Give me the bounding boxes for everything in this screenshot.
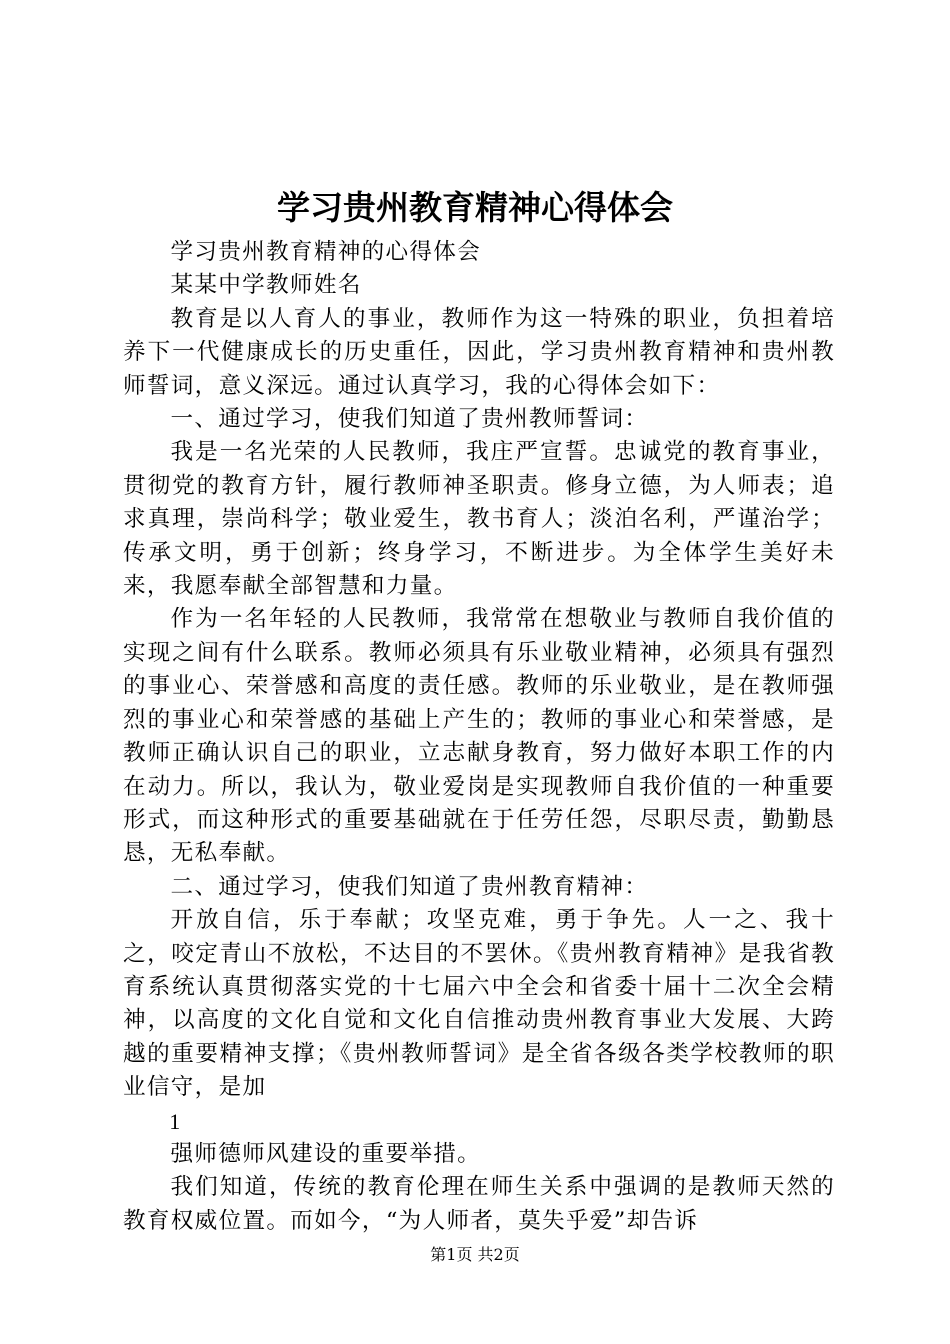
inline-page-number: 1 — [169, 1108, 182, 1134]
page-footer: 第1页 共2页 — [430, 1245, 520, 1264]
paragraph-intro: 教育是以人育人的事业，教师作为这一特殊的职业，负担着培养下一代健康成长的历史重任，因此，学习贵州教育精神和贵州教师誓词，意义深远。通过认真学习，我的心得体会如下： — [123, 305, 835, 399]
paragraph-spirit: 开放自信，乐于奉献；攻坚克难，勇于争先。人一之、我十之，咬定青山不放松，不达目的不罢休。《贵州教育精神》是我省教育系统认真贯彻落实党的十七届六中全会和省委十届十二次全会精神，以高度的文化自觉和文化自信推动贵州教育事业大发展、大跨越的重要精神支撑；《贵州教师誓词》是全省各级各类学校教师的职业信守，是加 — [123, 907, 835, 1101]
paragraph-oath: 我是一名光荣的人民教师，我庄严宣誓。忠诚党的教育事业，贯彻党的教育方针，履行教师神圣职责。修身立德，为人师表；追求真理，崇尚科学；敬业爱生，教书育人；淡泊名利，严谨治学；传承文明，勇于创新；终身学习，不断进步。为全体学生美好未来，我愿奉献全部智慧和力量。 — [123, 439, 835, 600]
document-body — [123, 236, 835, 1238]
paragraph-author: 某某中学教师姓名 — [170, 272, 362, 299]
paragraph-reflection: 作为一名年轻的人民教师，我常常在想敬业与教师自我价值的实现之间有什么联系。教师必须具有乐业敬业精神，必须具有强烈的事业心、荣誉感和高度的责任感。教师的乐业敬业，是在教师强烈的事业心和荣誉感的基础上产生的；教师的事业心和荣誉感，是教师正确认识自己的职业，立志献身教育，努力做好本职工作的内在动力。所以，我认为，敬业爱岗是实现教师自我价值的一种重要形式，而这种形式的重要基础就在于任劳任怨，尽职尽责，勤勤恳恳，无私奉献。 — [123, 606, 835, 867]
paragraph-heading-two: 二、通过学习，使我们知道了贵州教育精神： — [170, 873, 649, 900]
document-title: 学习贵州教育精神心得体会 — [277, 188, 673, 227]
paragraph-continuation: 强师德师风建设的重要举措。 — [170, 1140, 482, 1167]
paragraph-subtitle: 学习贵州教育精神的心得体会 — [170, 239, 482, 265]
paragraph-ethics: 我们知道，传统的教育伦理在师生关系中强调的是教师天然的教育权威位置。而如今，“为人师者，莫失乎爱”却告诉 — [123, 1174, 835, 1234]
paragraph-heading-one: 一、通过学习，使我们知道了贵州教师誓词： — [170, 406, 649, 433]
